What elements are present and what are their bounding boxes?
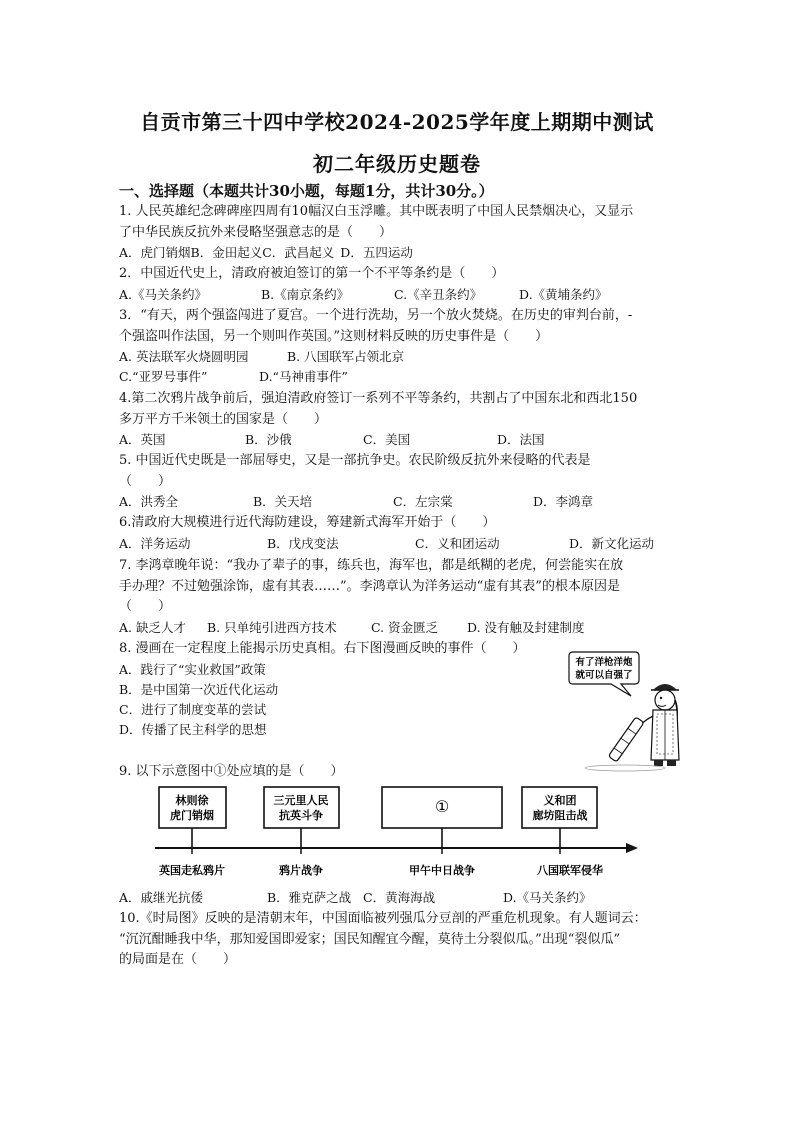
- box-2-line-2: 抗英斗争: [279, 809, 323, 822]
- option-b: B．关天培: [253, 494, 313, 509]
- question-9-options: [119, 888, 679, 908]
- question-3-options: [119, 347, 679, 387]
- option-d: D.《黄埔条约》: [519, 287, 608, 302]
- bubble-line-1: 有了洋枪洋炮: [575, 657, 633, 668]
- section-heading: 一、选择题（本题共计30小题，每题1分，共计30分。）: [119, 182, 494, 200]
- option-b: B.《南京条约》: [261, 287, 350, 302]
- question-2-options: [119, 285, 679, 305]
- option-b: B．雅克萨之战: [267, 890, 352, 905]
- option-b: B．沙俄: [245, 432, 292, 447]
- question-7-stem: [119, 556, 679, 618]
- question-8-options: [119, 660, 539, 740]
- timeline-label-1: 英国走私鸦片: [159, 864, 225, 877]
- option-a: A．洪秀全: [119, 494, 179, 509]
- option-b: B．金田起义: [190, 245, 263, 260]
- option-d: D．传播了民主科学的思想: [119, 722, 267, 737]
- option-c: C．武昌起义: [262, 245, 335, 260]
- option-c: C.“亚罗号事件”: [119, 369, 208, 384]
- question-1-stem: [119, 202, 679, 243]
- stem-line: 的局面是在（ ）: [119, 952, 237, 968]
- option-d: D．新文化运动: [569, 536, 655, 551]
- stem-line: （ ）: [119, 473, 172, 489]
- cartoon-illustration: [565, 650, 680, 772]
- question-5-options: [119, 492, 679, 512]
- timeline-diagram: [150, 782, 645, 882]
- stem-line: “沉沉酣睡我中华，那知爱国即爱家；国民知醒宜今醒，莫待土分裂似瓜。”出现“裂似瓜”: [119, 931, 621, 947]
- box-3-marker: ①: [434, 797, 450, 816]
- question-6-stem: [119, 513, 679, 534]
- option-c: C．左宗棠: [393, 494, 453, 509]
- stem-line: 4.第二次鸦片战争前后，强迫清政府签订一系列不平等条约，共割占了中国东北和西北150: [119, 391, 638, 406]
- option-a: A. 英法联军火烧圆明园: [119, 349, 249, 364]
- stem-line: 10.《时局图》反映的是清朝末年，中国面临被列强瓜分豆剖的严重危机现象。有人题词云：: [119, 911, 647, 926]
- timeline-arrow-head: [626, 843, 638, 853]
- exam-subtitle: 初二年级历史题卷: [313, 152, 481, 176]
- option-d: D．法国: [497, 432, 545, 447]
- option-d: D. 没有触及封建制度: [467, 620, 585, 635]
- question-4-options: [119, 430, 679, 450]
- option-a: A．虎门销烟: [119, 245, 191, 260]
- option-a: A．戚继光抗倭: [119, 890, 204, 905]
- option-d: D.《马关条约》: [503, 890, 592, 905]
- option-c: C．黄海海战: [363, 890, 436, 905]
- question-6-options: [119, 534, 679, 554]
- option-c: C.《辛丑条约》: [394, 287, 483, 302]
- option-b: B. 只单纯引进西方技术: [207, 620, 337, 635]
- stem-line: 1. 人民英雄纪念碑碑座四周有10幅汉白玉浮雕。其中既表明了中国人民禁烟决心，又显示: [119, 204, 634, 219]
- box-2-line-1: 三元里人民: [273, 794, 329, 807]
- stem-line: 手办理？不过勉强涂饰，虚有其表……”。李鸿章认为洋务运动“虚有其表”的根本原因是: [119, 578, 620, 594]
- stem-line: 多万平方千米领土的国家是（ ）: [119, 411, 328, 427]
- option-c: C．义和团运动: [415, 536, 500, 551]
- question-3-stem: [119, 306, 679, 347]
- question-10-stem: [119, 909, 679, 971]
- stem-line: 5. 中国近代史既是一部屈辱史，又是一部抗争史。农民阶级反抗外来侵略的代表是: [119, 453, 591, 468]
- timeline-label-2: 鸦片战争: [279, 864, 323, 877]
- exam-title: 自贡市第三十四中学校2024-2025学年度上期期中测试: [140, 110, 654, 134]
- option-b: B．是中国第一次近代化运动: [119, 682, 279, 697]
- option-c: C. 资金匮乏: [371, 620, 439, 635]
- stem-line: 个强盗叫作法国，另一个则叫作英国。”这则材料反映的历史事件是（ ）: [119, 328, 549, 344]
- option-a: A.《马关条约》: [119, 287, 208, 302]
- stem-line: 2．中国近代史上，清政府被迫签订的第一个不平等条约是（ ）: [119, 266, 505, 281]
- stem-line: 8. 漫画在一定程度上能揭示历史真相。右下图漫画反映的事件（ ）: [119, 641, 526, 656]
- box-4-line-2: 廊坊阻击战: [532, 809, 588, 822]
- option-c: C．美国: [363, 432, 411, 447]
- question-5-stem: [119, 451, 679, 492]
- stem-line: （ ）: [119, 599, 172, 615]
- box-1-line-2: 虎门销烟: [170, 809, 214, 822]
- stem-line: 了中华民族反抗外来侵略坚强意志的是（ ）: [119, 224, 393, 240]
- option-a: A．践行了“实业救国”政策: [119, 662, 266, 677]
- timeline-label-3: 甲午中日战争: [409, 864, 475, 877]
- option-d: D．五四运动: [340, 245, 413, 260]
- option-d: D．李鸿章: [533, 494, 594, 509]
- option-d: D.“马神甫事件”: [259, 369, 348, 384]
- box-1-line-1: 林则徐: [175, 794, 209, 807]
- stem-line: 7. 李鸿章晚年说：“我办了辈子的事，练兵也，海军也，都是纸糊的老虎，何尝能实在放: [119, 558, 624, 573]
- box-4-line-1: 义和团: [543, 794, 577, 807]
- timeline-svg: [150, 782, 645, 882]
- option-a: A．洋务运动: [119, 536, 191, 551]
- option-b: B．戊戌变法: [267, 536, 339, 551]
- option-a: A. 缺乏人才: [119, 620, 186, 635]
- stem-line: 6.清政府大规模进行近代海防建设，筹建新式海军开始于（ ）: [119, 515, 496, 530]
- option-a: A．英国: [119, 432, 166, 447]
- cartoon-figure: [565, 650, 680, 772]
- stem-line: 9. 以下示意图中①处应填的是（ ）: [119, 764, 344, 779]
- option-c: C．进行了制度变革的尝试: [119, 702, 267, 717]
- question-2-stem: [119, 264, 679, 285]
- bubble-line-2: 就可以自强了: [575, 670, 633, 681]
- question-7-options: [119, 618, 679, 638]
- question-1-options: [119, 243, 679, 263]
- timeline-label-4: 八国联军侵华: [537, 864, 603, 877]
- question-4-stem: [119, 389, 679, 430]
- stem-line: 3．“有天，两个强盗闯进了夏宫。一个进行洗劫，另一个放火焚烧。在历史的审判台前，-: [119, 308, 633, 323]
- question-9-stem: [119, 762, 679, 783]
- option-b: B. 八国联军占领北京: [287, 349, 405, 364]
